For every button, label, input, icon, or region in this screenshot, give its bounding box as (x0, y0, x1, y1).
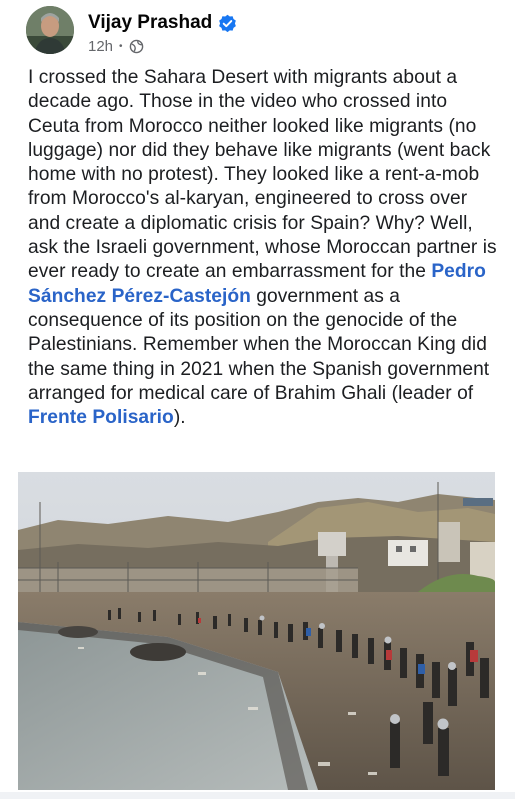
post-photo[interactable] (18, 472, 495, 790)
avatar-image (26, 6, 74, 54)
post-header (0, 0, 515, 62)
beach-crowd-photo (18, 472, 495, 790)
post-body (28, 66, 498, 430)
link-pedro-sanchez[interactable]: Pedro Sánchez Pérez-Castejón (28, 261, 486, 307)
post-divider (0, 792, 515, 799)
avatar[interactable] (26, 6, 74, 54)
link-frente-polisario[interactable]: Frente Polisario (28, 407, 174, 429)
post-text-part2: government as a consequence of its position on the genocide of the Palestinians. Remember when the Moroccan King did the same thing in 2021 when the Spanish government arranged for medical care of Brahim Ghali (leader of (28, 285, 490, 404)
post-text-part1: I crossed the Sahara Desert with migrants about a decade ago. Those in the video who crossed into Ceuta from Morocco neither looked like migrants (no luggage) nor did they behave like migrants (went back home with no protest). They looked like a rent-a-mob from Morocco's al-karyan, engineered to cross over and create a diplomatic crisis for Spain? Why? Well, ask the Israeli government, whose Moroccan partner is ever ready to create an embarrassment for the (28, 67, 497, 283)
author-row (88, 12, 237, 34)
globe-icon[interactable] (129, 39, 144, 54)
verified-badge-icon (218, 14, 237, 33)
timestamp[interactable]: 12h (88, 38, 114, 55)
post-text-part3: ). (173, 407, 186, 429)
meta-separator: • (119, 41, 123, 52)
author-name[interactable]: Vijay Prashad (88, 12, 213, 33)
post-meta (88, 38, 144, 55)
